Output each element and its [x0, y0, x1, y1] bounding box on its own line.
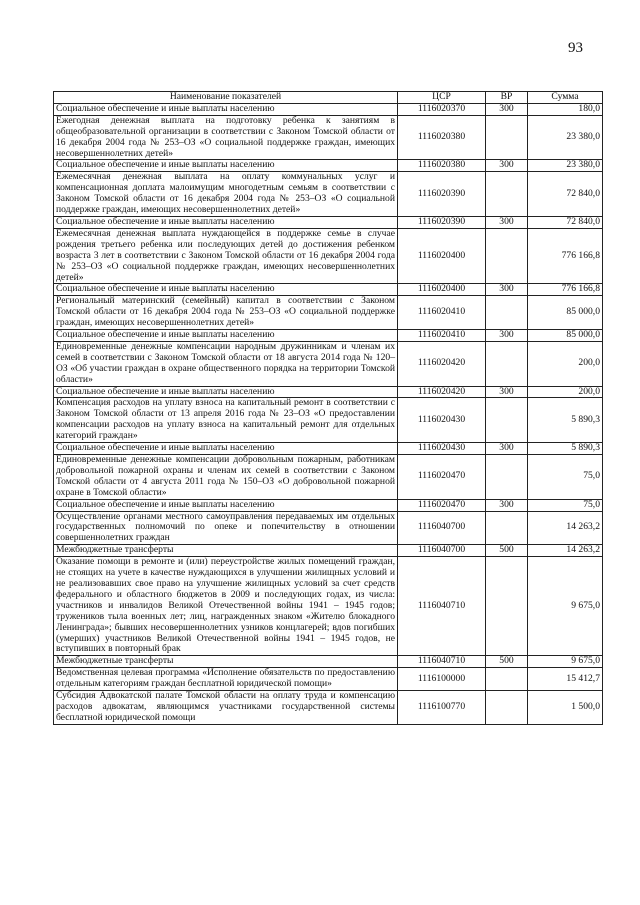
table-header-row [54, 92, 603, 104]
row-sum: 75,0 [528, 499, 603, 511]
row-sum: 85 000,0 [528, 330, 603, 342]
row-sum: 15 412,7 [528, 668, 603, 691]
row-csr: 1116020390 [398, 216, 486, 228]
row-vr: 300 [486, 103, 528, 115]
row-name: Осуществление органами местного самоуправления передаваемых им отдельных государственных полномочий по опеке и попечительству в отношении совершеннолетних граждан [54, 511, 398, 545]
table-row [54, 656, 603, 668]
table-row [54, 296, 603, 330]
row-vr: 300 [486, 160, 528, 172]
row-csr: 1116020420 [398, 341, 486, 386]
row-sum: 180,0 [528, 103, 603, 115]
row-name: Социальное обеспечение и иные выплаты населению [54, 499, 398, 511]
row-csr: 1116020380 [398, 160, 486, 172]
row-vr [486, 115, 528, 160]
row-csr: 1116040700 [398, 545, 486, 557]
row-name: Социальное обеспечение и иные выплаты населению [54, 330, 398, 342]
row-vr [486, 668, 528, 691]
row-sum: 23 380,0 [528, 160, 603, 172]
row-name: Социальное обеспечение и иные выплаты населению [54, 160, 398, 172]
table-row [54, 284, 603, 296]
budget-table [53, 91, 603, 725]
row-vr: 300 [486, 216, 528, 228]
table-row [54, 545, 603, 557]
row-name: Ежегодная денежная выплата на подготовку ребенка к занятиям в общеобразовательной организации в соответствии с Законом Томской области от 16 декабря 2004 года № 253–ОЗ «О социальной поддержке граждан, имеющих несовершеннолетних детей» [54, 115, 398, 160]
table-row [54, 228, 603, 284]
table-row [54, 103, 603, 115]
row-csr: 1116020370 [398, 103, 486, 115]
row-name: Региональный материнский (семейный) капитал в соответствии с Законом Томской области от 16 декабря 2004 года № 253–ОЗ «О социальной поддержке граждан, имеющих несовершеннолетних детей» [54, 296, 398, 330]
table-row [54, 115, 603, 160]
row-csr: 1116020430 [398, 398, 486, 443]
row-name: Социальное обеспечение и иные выплаты населению [54, 443, 398, 455]
header-sum: Сумма [528, 92, 603, 104]
table-row [54, 330, 603, 342]
row-sum: 14 263,2 [528, 545, 603, 557]
row-vr: 300 [486, 386, 528, 398]
row-sum: 23 380,0 [528, 115, 603, 160]
row-vr [486, 228, 528, 284]
header-vr: ВР [486, 92, 528, 104]
row-csr: 1116040710 [398, 557, 486, 656]
table-row [54, 341, 603, 386]
row-sum: 14 263,2 [528, 511, 603, 545]
row-vr: 300 [486, 284, 528, 296]
row-sum: 200,0 [528, 386, 603, 398]
row-csr: 1116100770 [398, 691, 486, 725]
row-csr: 1116020390 [398, 172, 486, 217]
row-name: Социальное обеспечение и иные выплаты населению [54, 103, 398, 115]
row-vr: 500 [486, 545, 528, 557]
row-name: Ежемесячная денежная выплата нуждающейся в поддержке семье в случае рождения третьего ребенка или последующих детей до достижения ребенком возраста 3 лет в соответствии с Законом Томской области от 16 декабря 2004 года № 253–ОЗ «О социальной поддержке граждан, имеющих несовершеннолетних детей» [54, 228, 398, 284]
row-sum: 5 890,3 [528, 398, 603, 443]
header-name: Наименование показателей [54, 92, 398, 104]
row-sum: 1 500,0 [528, 691, 603, 725]
row-sum: 72 840,0 [528, 172, 603, 217]
row-csr: 1116020470 [398, 499, 486, 511]
row-name: Межбюджетные трансферты [54, 545, 398, 557]
table-row [54, 455, 603, 500]
row-vr [486, 511, 528, 545]
page-number: 93 [568, 40, 583, 56]
row-vr [486, 172, 528, 217]
row-name: Ежемесячная денежная выплата на оплату коммунальных услуг и компенсационная доплата малоимущим многодетным семьям в соответствии с Законом Томской области от 16 декабря 2004 года № 253–ОЗ «О социальной поддержке граждан, имеющих несовершеннолетних детей» [54, 172, 398, 217]
table-row [54, 160, 603, 172]
table-row [54, 511, 603, 545]
table-row [54, 172, 603, 217]
table-row [54, 691, 603, 725]
row-sum: 9 675,0 [528, 656, 603, 668]
table-row [54, 668, 603, 691]
table-row [54, 557, 603, 656]
table-row [54, 386, 603, 398]
row-name: Социальное обеспечение и иные выплаты населению [54, 284, 398, 296]
row-csr: 1116020410 [398, 330, 486, 342]
header-csr: ЦСР [398, 92, 486, 104]
row-vr: 500 [486, 656, 528, 668]
row-csr: 1116040710 [398, 656, 486, 668]
row-name: Межбюджетные трансферты [54, 656, 398, 668]
row-name: Оказание помощи в ремонте и (или) переустройстве жилых помещений граждан, не стоящих на учете в качестве нуждающихся в улучшении жилищных условий и не реализовавших свое право на улучшение жилищных условий за счет средств федерального и областного бюджетов в 2009 и последующих годах, из числа: участников и инвалидов Великой Отечественной войны 1941 – 1945 годов; тружеников тыла военных лет; лиц, награжденных знаком «Жителю блокадного Ленинграда»; бывших несовершеннолетних узников концлагерей; вдов погибших (умерших) участников Великой Отечественной войны 1941 – 1945 годов, не вступивших в повторный брак [54, 557, 398, 656]
row-csr: 1116020380 [398, 115, 486, 160]
row-vr: 300 [486, 499, 528, 511]
row-name: Социальное обеспечение и иные выплаты населению [54, 386, 398, 398]
row-name: Социальное обеспечение и иные выплаты населению [54, 216, 398, 228]
row-csr: 1116020430 [398, 443, 486, 455]
row-sum: 200,0 [528, 341, 603, 386]
row-vr [486, 341, 528, 386]
table-row [54, 398, 603, 443]
row-sum: 5 890,3 [528, 443, 603, 455]
row-csr: 1116020470 [398, 455, 486, 500]
row-vr: 300 [486, 330, 528, 342]
row-vr: 300 [486, 443, 528, 455]
row-name: Компенсация расходов на уплату взноса на капитальный ремонт в соответствии с Законом Томской области от 13 апреля 2016 года № 23–ОЗ «О предоставлении компенсации расходов на уплату взноса на капитальный ремонт для отдельных категорий граждан» [54, 398, 398, 443]
table-row [54, 443, 603, 455]
row-sum: 72 840,0 [528, 216, 603, 228]
row-vr [486, 691, 528, 725]
row-csr: 1116040700 [398, 511, 486, 545]
row-vr [486, 557, 528, 656]
row-vr [486, 455, 528, 500]
row-csr: 1116020400 [398, 228, 486, 284]
row-sum: 85 000,0 [528, 296, 603, 330]
row-vr [486, 296, 528, 330]
row-sum: 776 166,8 [528, 284, 603, 296]
row-name: Субсидия Адвокатской палате Томской области на оплату труда и компенсацию расходов адвокатам, являющимся участниками государственной системы бесплатной юридической помощи [54, 691, 398, 725]
table-row [54, 499, 603, 511]
row-csr: 1116020400 [398, 284, 486, 296]
row-sum: 75,0 [528, 455, 603, 500]
row-name: Единовременные денежные компенсации народным дружинникам и членам их семей в соответствии с Законом Томской области от 18 августа 2014 года № 120–ОЗ «Об участии граждан в охране общественного порядка на территории Томской области» [54, 341, 398, 386]
row-name: Ведомственная целевая программа «Исполнение обязательств по предоставлению отдельным категориям граждан бесплатной юридической помощи» [54, 668, 398, 691]
row-sum: 776 166,8 [528, 228, 603, 284]
row-name: Единовременные денежные компенсации добровольным пожарным, работникам добровольной пожарной охраны и членам их семей в соответствии с Законом Томской области от 4 августа 2011 года № 150–ОЗ «О добровольной пожарной охране в Томской области» [54, 455, 398, 500]
table-row [54, 216, 603, 228]
row-vr [486, 398, 528, 443]
row-csr: 1116100000 [398, 668, 486, 691]
row-sum: 9 675,0 [528, 557, 603, 656]
row-csr: 1116020410 [398, 296, 486, 330]
row-csr: 1116020420 [398, 386, 486, 398]
